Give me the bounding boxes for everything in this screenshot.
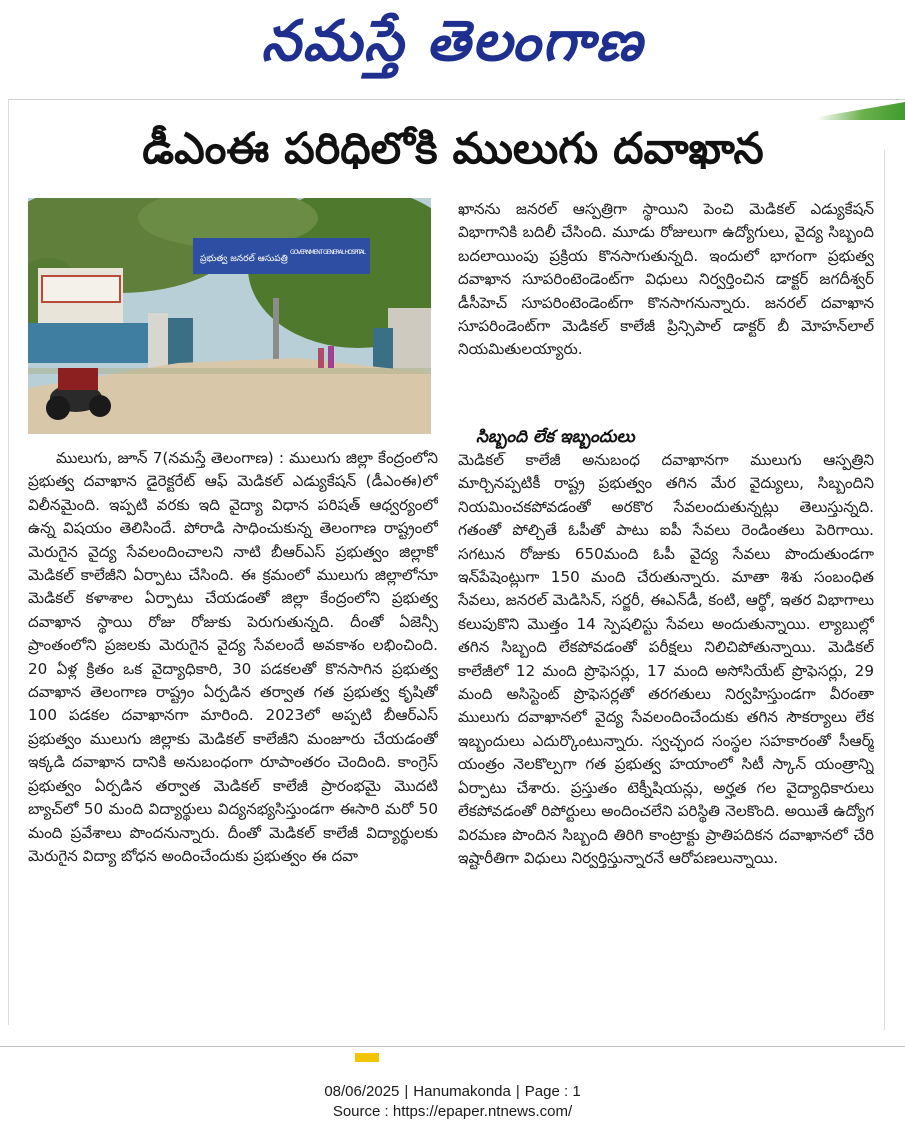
article-body-right-top: ఖానను జనరల్ ఆస్పత్రిగా స్థాయిని పెంచి మెడికల్ ఎడ్యుకేషన్ విభాగానికి బదిలీ చేసింది. మూడు రోజులుగా ఉద్యోగులు, వైద్య సిబ్బంది బదలాయింపు ప్రక్రియ కొనసాగుతున్నది. ఇందులో భాగంగా ప్రభుత్వ దవాఖాన సూపరింటెండెంట్‌గా విధులు నిర్వర్తించిన డాక్టర్ జగదీశ్వర్ డీసీహెచ్ సూపరింటెండెంట్‌గా కొనసాగనున్నారు. జనరల్ దవాఖాన సూపరిండెంట్‌గా మెడికల్ కాలేజీ ప్రిన్సిపాల్ డాక్టర్ బీ మోహన్‌లాల్ నియమితులయ్యారు. bbox=[458, 200, 874, 359]
footer-date: 08/06/2025 bbox=[324, 1083, 400, 1100]
hospital-sign-telugu: ప్రభుత్వ జనరల్ ఆసుపత్రి bbox=[200, 254, 288, 264]
masthead-title: నమస్తే తెలంగాణ bbox=[261, 8, 644, 74]
yellow-marker bbox=[355, 1053, 379, 1062]
footer-meta-line: 08/06/2025 | Hanumakonda | Page : 1 bbox=[324, 1083, 581, 1100]
masthead bbox=[0, 0, 905, 96]
article-body-left-column: ములుగు, జూన్ 7(నమస్తే తెలంగాణ) : ములుగు జిల్లా కేంద్రంలోని ప్రభుత్వ దవాఖాన డైరెక్టరేట్ ఆఫ్ మెడికల్ ఎడ్యుకేషన్ (డీఎంఈ)లో విలీనమైంది. ఇప్పటి వరకు ఇది వైద్యా విధాన పరిషత్ ఆధ్వర్యంలో ఉన్న విషయం తెలిసిందే. పోరాడి సాధించుకున్న తెలంగాణ రాష్ట్రంలో మెరుగైన వైద్య సేవలందించాలని నాటి బీఆర్ఎస్ ప్రభుత్వం జిల్లాకో మెడికల్ కాలేజీని ఏర్పాటు చేసింది. ఈ క్రమంలో ములుగు జిల్లాలోనూ మెడికల్ కళాశాల ఏర్పాటు చేయడంతో జిల్లా కేంద్రంలోని ప్రభుత్వ దవాఖాన స్థాయి రోజు రోజుకు పెరుగుతున్నది. దీంతో ఏజెన్సీ ప్రాంతంలోని ప్రజలకు మెరుగైన వైద్య సేవలందే అవకాశం లభించింది. 20 ఏళ్ల క్రితం ఒక వైద్యాధికారి, 30 పడకలతో కొనసాగిన ప్రభుత్వ దవాఖాన తెలంగాణ రాష్ట్రం ఏర్పడిన తర్వాత గత ప్రభుత్వ కృషితో 100 పడకల దవాఖానగా మారింది. 2023లో అప్పటి బీఆర్ఎస్ ప్రభుత్వం ములుగు జిల్లాకు మెడికల్ కాలేజీని మంజూరు చేయడంతో ఇక్కడి దవాఖాన దానికి అనుబంధంగా రూపాంతరం చెందింది. కాంగ్రెస్ ప్రభుత్వం ఏర్పడిన తర్వాత మెడికల్ కాలేజీ ప్రారంభమై మొదటి బ్యాచ్‌లో 50 మంది విద్యార్థులు విద్యనభ్యసిస్తుండగా ఈసారి మరో 50 మంది ప్రవేశాలు పొందనున్నారు. దీంతో మెడికల్ కాలేజీ విద్యార్థులకు మెరుగైన విద్యా బోధన అందించేందుకు ప్రభుత్వం ఈ దవా bbox=[28, 449, 438, 865]
left-border bbox=[8, 100, 9, 1025]
article-subheading: సిబ్బంది లేక ఇబ్బందులు bbox=[476, 427, 635, 447]
footer-source-label: Source : bbox=[332, 1103, 389, 1120]
hospital-sign-english: GOVERNMENT GENERAL HOSPITAL bbox=[290, 249, 366, 256]
footer-edition: Hanumakonda bbox=[413, 1083, 511, 1100]
footer-page: Page : 1 bbox=[524, 1083, 581, 1100]
page-footer bbox=[0, 1082, 905, 1122]
top-divider bbox=[8, 99, 905, 100]
article-headline: డీఎంఈ పరిధిలోకి ములుగు దవాఖాన bbox=[142, 124, 764, 174]
article-body-right-bottom: మెడికల్ కాలేజీ అనుబంధ దవాఖానగా ములుగు ఆస్పత్రిని మార్చినప్పటికీ రాష్ట్ర ప్రభుత్వం తగిన మేర వైద్యులు, సిబ్బందిని నియమించకపోవడంతో అరకొర సేవలందుతున్నట్లు తెలుస్తున్నది. గతంతో పోల్చితే ఓపీతో పాటు ఐపీ సేవలు రెండింతలు పెరిగాయి. సగటున రోజుకు 650మంది ఓపీ వైద్య సేవలు పొందుతుండగా ఇన్‌పేషెంట్లుగా 150 మంది చేరుతున్నారు. మాతా శిశు సంబంధిత సేవలు, జనరల్ మెడిసిన్, సర్జరీ, ఈఎన్‌డీ, కంటి, ఆర్థో, ఇతర విభాగాలు కలుపుకొని మొత్తం 14 స్పెషలిస్టు సేవలు అందుతున్నాయి. ల్యాబుల్లో తగిన సిబ్బంది లేకపోవడంతో పరీక్షలు నిలిచిపోతున్నాయి. మెడికల్ కాలేజీలో 12 మంది ప్రొఫెసర్లు, 17 మంది అసోసియేట్ ప్రొఫెసర్లు, 29 మంది అసిస్టెంట్ ప్రొఫెసర్లతో తరగతులు నిర్వహిస్తుండగా వీరంతా ములుగు దవాఖానలో వైద్య సేవలందించేందుకు తగిన సౌకర్యాలు లేక ఇబ్బందులు ఎదుర్కొంటున్నారు. స్వచ్ఛంద సంస్థల సహకారంతో సీఆర్మ్ యంత్రం నెలకొల్పగా గత ప్రభుత్వ హయాంలో సిటీ స్కాన్ యంత్రాన్ని ఏర్పాటు చేశారు. ప్రస్తుతం టెక్నీషియన్లు, అర్హత గల వైద్యాధికారులు లేకపోవడంతో రిపోర్టులు అందించలేని పరిస్థితి నెలకొంది. అయితే ఉద్యోగ విరమణ పొందిన సిబ్బంది తిరిగి కాంట్రాక్టు ప్రాతిపదికన దవాఖానలో చేరి ఇష్టారీతిగా విధులు నిర్వర్తిస్తున్నారనే ఆరోపణలున్నాయి. bbox=[458, 451, 874, 867]
footer-source-line bbox=[0, 1102, 905, 1122]
right-border bbox=[884, 150, 885, 1030]
bottom-divider bbox=[0, 1046, 905, 1047]
hospital-photo bbox=[28, 198, 431, 434]
footer-source-link[interactable]: https://epaper.ntnews.com/ bbox=[392, 1103, 573, 1120]
